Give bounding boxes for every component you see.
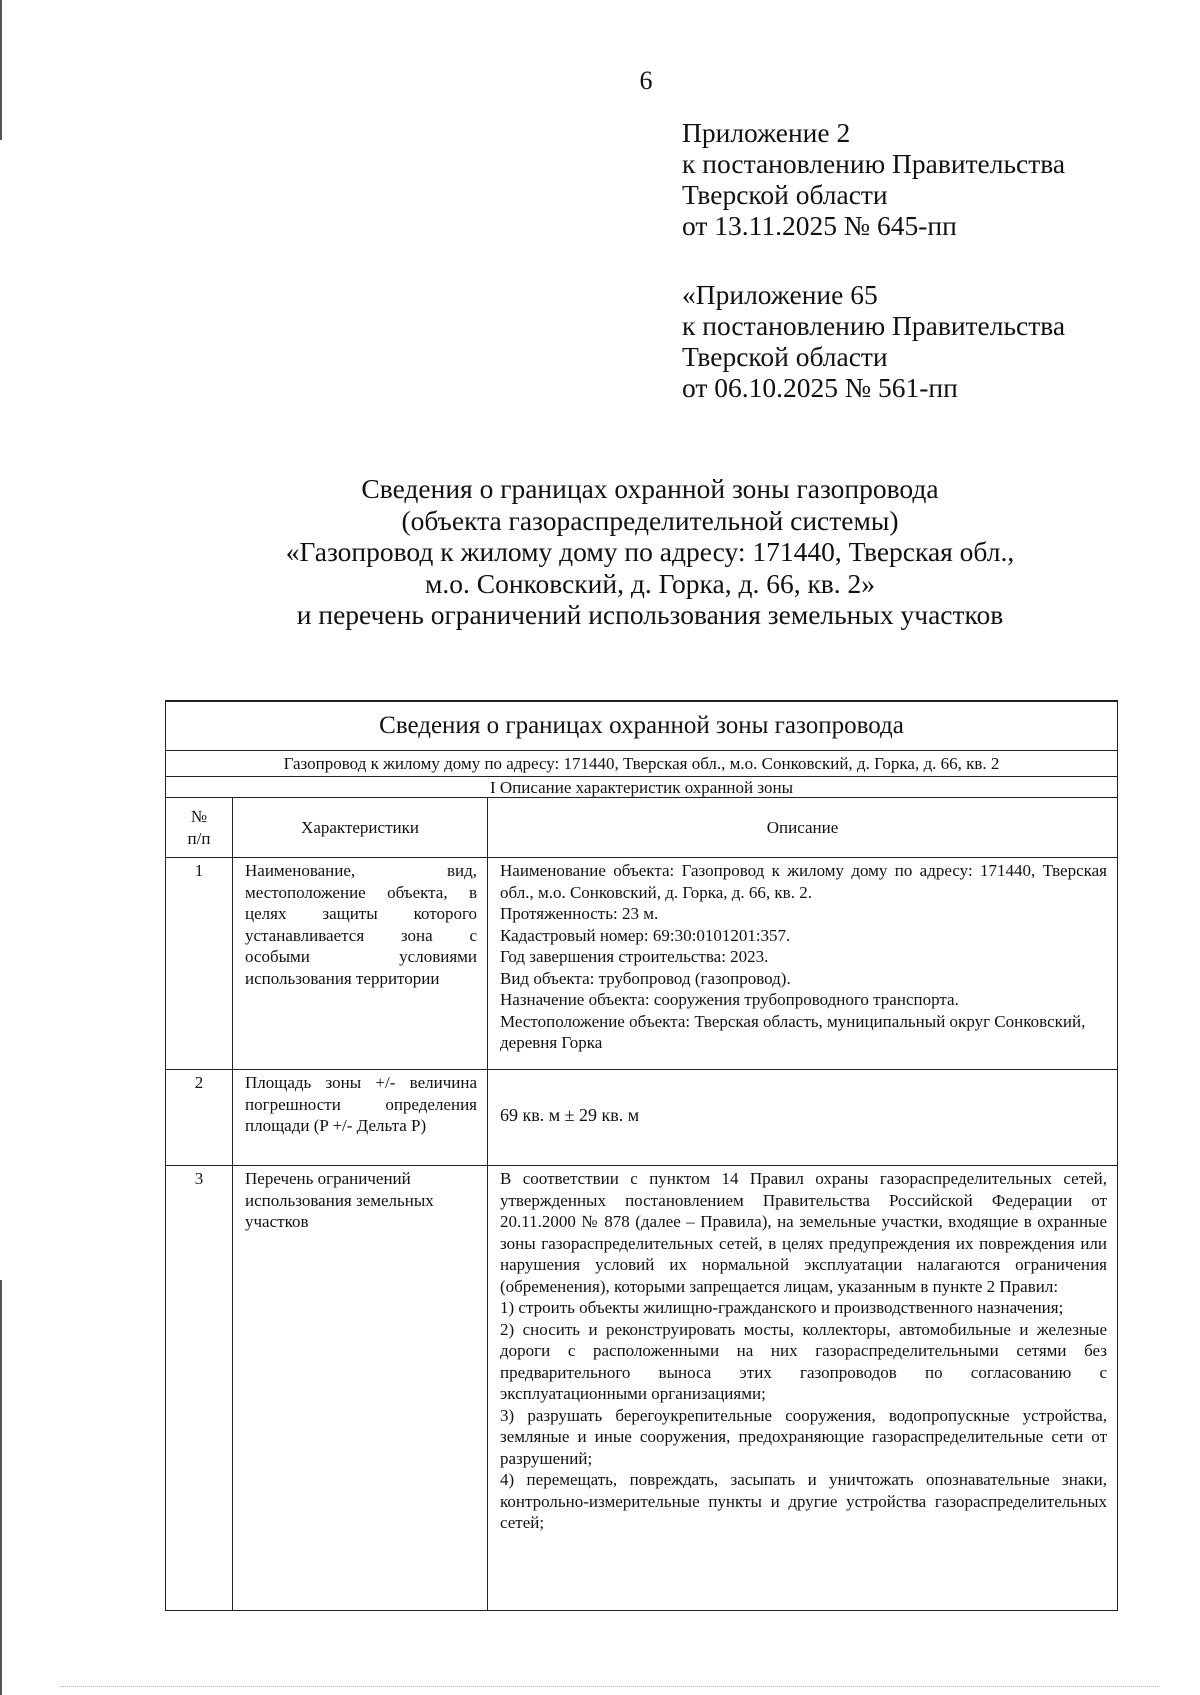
appendix-line: Тверской области xyxy=(682,179,888,210)
description-paragraph: Кадастровый номер: 69:30:0101201:357. xyxy=(500,925,791,945)
header-number-line: п/п xyxy=(187,828,211,848)
description-paragraph: 4) перемещать, повреждать, засыпать и уничтожать опознавательные знаки, контрольно-измерительные пункты и другие устройства газораспределительных сетей; xyxy=(500,1470,1108,1532)
scan-edge xyxy=(0,1280,2,1695)
zone-area-value: 69 кв. м ± 29 кв. м xyxy=(500,1105,640,1125)
table-row xyxy=(166,1166,1118,1611)
row-characteristic: Площадь зоны +/- величина погрешности определения площади (P +/- Дельта P) xyxy=(233,1070,488,1166)
table-subtitle: Газопровод к жилому дому по адресу: 171440, Тверская обл., м.о. Сонковский, д. Горка, д. 66, кв. 2 xyxy=(166,751,1118,777)
column-header-characteristics: Характеристики xyxy=(233,798,488,858)
row-description xyxy=(488,858,1118,1070)
appendix-line: Приложение 2 xyxy=(682,117,851,148)
description-paragraph: 3) разрушать берегоукрепительные сооружения, водопропускные устройства, земляные и иные сооружения, предохраняющие газораспределительные сети от разрушений; xyxy=(500,1405,1108,1468)
protection-zone-table xyxy=(165,700,1118,1611)
title-line: (объекта газораспределительной системы) xyxy=(401,504,899,536)
description-paragraph: Вид объекта: трубопровод (газопровод). xyxy=(500,968,791,988)
row-number: 1 xyxy=(166,858,233,1070)
appendix-line: Тверской области xyxy=(682,341,888,372)
description-paragraph: Назначение объекта: сооружения трубопроводного транспорта. xyxy=(500,990,959,1009)
description-paragraph: Протяженность: 23 м. xyxy=(500,904,659,923)
description-paragraph: Наименование объекта: Газопровод к жилому дому по адресу: 171440, Тверская обл., м.о. Сонковский, д. Горка, д. 66, кв. 2. xyxy=(500,861,1108,902)
appendix-line: от 13.11.2025 № 645-пп xyxy=(682,210,957,241)
column-header-number xyxy=(166,798,233,858)
table-title: Сведения о границах охранной зоны газопровода xyxy=(166,701,1118,751)
appendix-65-block xyxy=(682,279,1065,403)
title-line: Сведения о границах охранной зоны газопровода xyxy=(361,473,939,504)
header-number-line: № xyxy=(190,807,208,826)
description-paragraph: 1) строить объекты жилищно-гражданского и производственного назначения; xyxy=(500,1298,1064,1317)
appendix-line: «Приложение 65 xyxy=(682,279,878,310)
appendix-line: от 06.10.2025 № 561-пп xyxy=(682,372,958,403)
description-paragraph: Год завершения строительства: 2023. xyxy=(500,947,769,966)
row-description xyxy=(488,1070,1118,1166)
row-number: 2 xyxy=(166,1070,233,1166)
description-paragraph: Местоположение объекта: Тверская область, муниципальный округ Сонковский, деревня Горка xyxy=(500,1011,1086,1052)
row-number: 3 xyxy=(166,1166,233,1611)
title-line: м.о. Сонковский, д. Горка, д. 66, кв. 2» xyxy=(424,567,876,599)
row-description xyxy=(488,1166,1118,1611)
appendix-line: к постановлению Правительства xyxy=(682,148,1066,179)
table-row xyxy=(166,858,1118,1070)
scan-artifact-line xyxy=(60,1686,1160,1687)
description-paragraph: В соответствии с пунктом 14 Правил охраны газораспределительных сетей, утвержденных постановлением Правительства Российской Федерации от 20.11.2000 № 878 (далее – Правила), на земельные участки, входящие в охранные зоны газораспределительных сетей, в целях предупреждения их повреждения или нарушения условий их нормальной эксплуатации налагаются ограничения (обременения), которыми запрещается лицам, указанным в пункте 2 Правил: xyxy=(500,1169,1108,1296)
title-line: и перечень ограничений использования земельных участков xyxy=(296,599,1004,630)
document-title xyxy=(150,473,1150,631)
title-line: «Газопровод к жилому дому по адресу: 171440, Тверская обл., xyxy=(285,536,1015,567)
table-section-heading: I Описание характеристик охранной зоны xyxy=(166,777,1118,798)
appendix-line: к постановлению Правительства xyxy=(682,310,1066,341)
page-number: 6 xyxy=(639,66,653,95)
row-characteristic: Наименование, вид, местоположение объекта, в целях защиты которого устанавливается зона с особыми условиями использования территории xyxy=(233,858,488,1070)
row-characteristic: Перечень ограничений использования земельных участков xyxy=(233,1166,488,1611)
column-header-description: Описание xyxy=(488,798,1118,858)
description-paragraph: 2) сносить и реконструировать мосты, коллекторы, автомобильные и железные дороги с расположенными на них газораспределительными сетями без предварительного выноса этих газопроводов по согласованию с эксплуатационными организациями; xyxy=(500,1319,1108,1403)
table-row xyxy=(166,1070,1118,1166)
appendix-2-block xyxy=(682,117,1065,241)
